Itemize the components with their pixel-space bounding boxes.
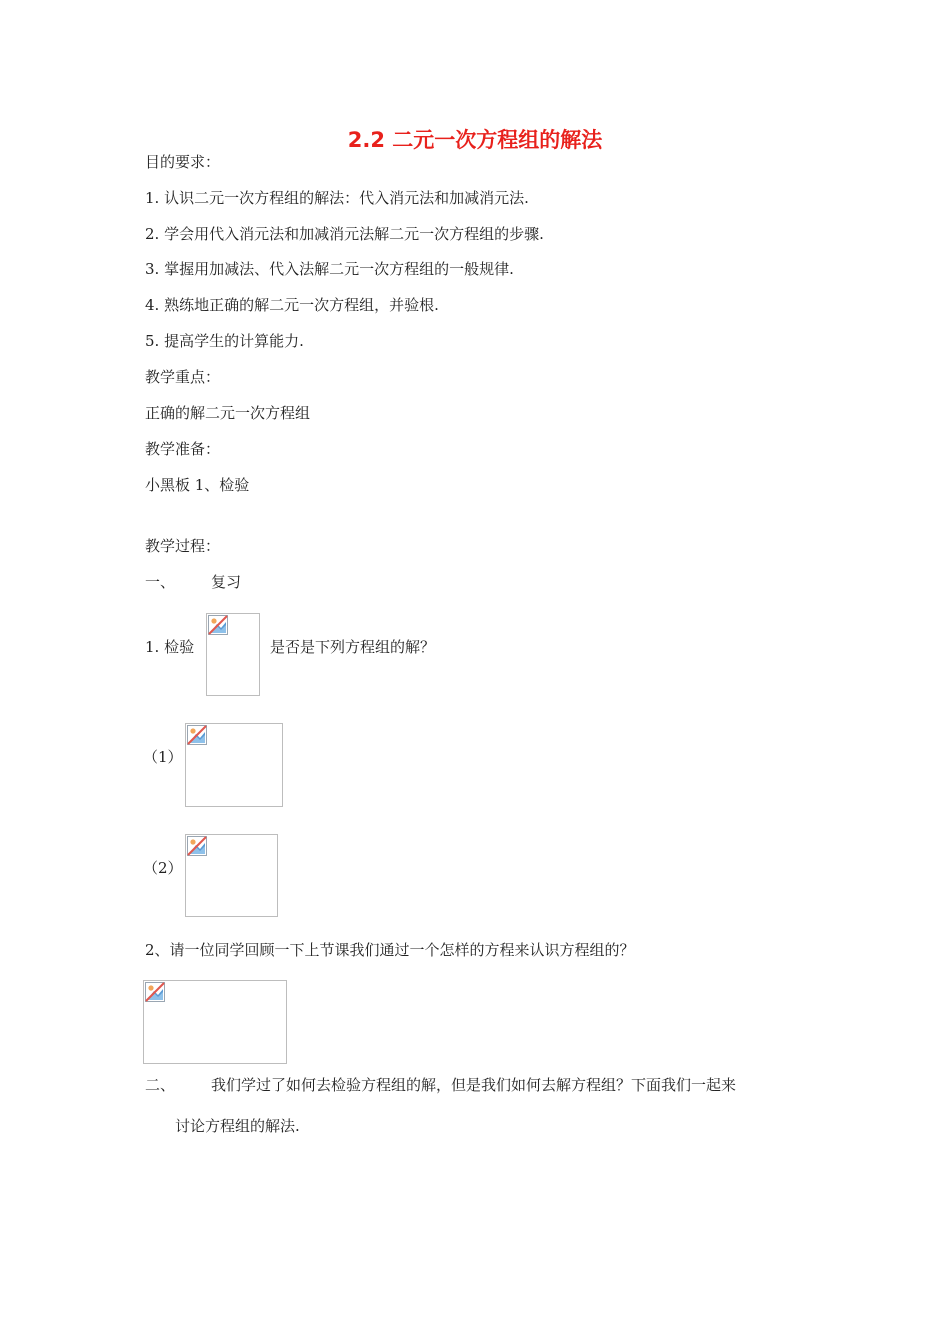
solution-image [206, 613, 260, 696]
preparation-text: 小黑板 1、检验 [145, 476, 250, 494]
objective-item-4: 4. 熟练地正确的解二元一次方程组，并验根. [145, 296, 439, 314]
broken-image-icon [208, 615, 228, 635]
objectives-heading: 目的要求： [145, 153, 221, 171]
document-title: 2.2 二元一次方程组的解法 [347, 128, 603, 152]
question-1-suffix: 是否是下列方程组的解？ [270, 638, 436, 656]
question-1-prefix: 1. 检验 [145, 638, 195, 656]
sub-item-1-label: （1） [143, 748, 183, 766]
section-1-title: 复习 [211, 573, 242, 591]
objective-item-1: 1. 认识二元一次方程组的解法：代入消元法和加减消元法. [145, 189, 529, 207]
section-2-continuation: 讨论方程组的解法. [175, 1117, 300, 1135]
equation-system-2-image [185, 834, 278, 917]
question-2-text: 2、请一位同学回顾一下上节课我们通过一个怎样的方程来认识方程组的？ [145, 941, 635, 959]
objective-item-2: 2. 学会用代入消元法和加减消元法解二元一次方程组的步骤. [145, 225, 544, 243]
broken-image-icon [187, 725, 207, 745]
section-2-text: 我们学过了如何去检验方程组的解，但是我们如何去解方程组？下面我们一起来 [211, 1076, 737, 1094]
equation-image [143, 980, 287, 1064]
section-2-number: 二、 [145, 1076, 176, 1094]
objective-item-3: 3. 掌握用加减法、代入法解二元一次方程组的一般规律. [145, 260, 514, 278]
equation-system-1-image [185, 723, 283, 807]
broken-image-icon [187, 836, 207, 856]
broken-image-icon [145, 982, 165, 1002]
preparation-heading: 教学准备： [145, 440, 221, 458]
objective-item-5: 5. 提高学生的计算能力. [145, 332, 304, 350]
sub-item-2-label: （2） [143, 859, 183, 877]
key-points-heading: 教学重点： [145, 368, 221, 386]
process-heading: 教学过程： [145, 537, 221, 555]
section-1-number: 一、 [145, 573, 176, 591]
key-points-text: 正确的解二元一次方程组 [145, 404, 311, 422]
